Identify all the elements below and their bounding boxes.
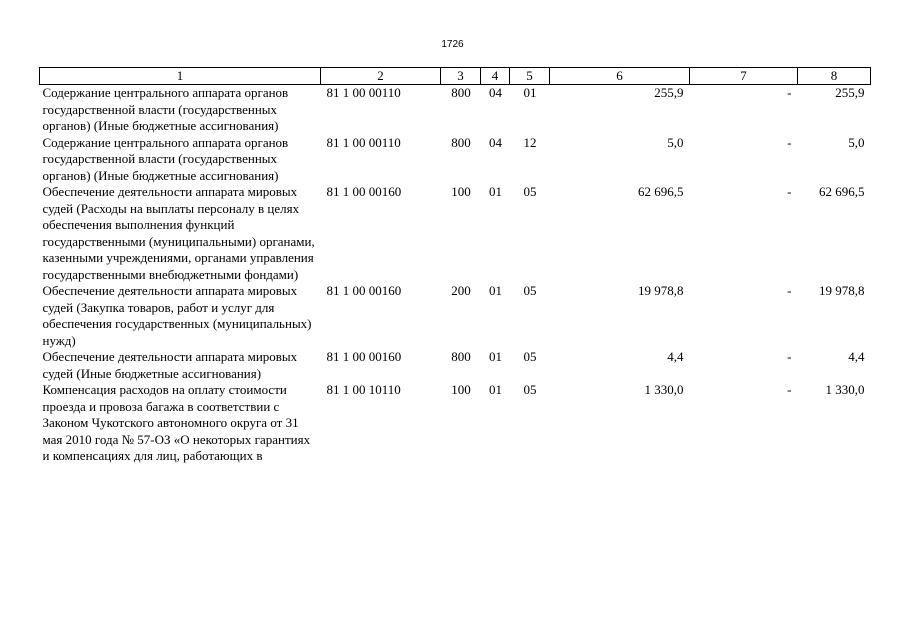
header-cell-7: 7	[690, 68, 798, 85]
header-cell-1: 1	[40, 68, 321, 85]
row-col3: 100	[451, 184, 471, 199]
row-col4: 04	[489, 134, 502, 150]
row-description: Обеспечение деятельности аппарата мировых судей (Иные бюджетные ассигнования)	[42, 349, 298, 381]
budget-table	[39, 67, 871, 465]
table-row	[40, 85, 871, 135]
row-col7: -	[787, 184, 792, 199]
row-col3: 200	[451, 283, 471, 298]
row-col7: -	[787, 283, 792, 298]
header-cell-6: 6	[550, 68, 690, 85]
row-description: Обеспечение деятельности аппарата мировых судей (Расходы на выплаты персоналу в целях обеспечения выполнения функций государственными (муниципальными) органами, казенными учреждениями, органами управления государственными внебюджетными фондами)	[42, 184, 315, 282]
row-col7: -	[787, 85, 792, 100]
row-col4: 01	[489, 349, 502, 364]
row-col5: 05	[523, 382, 537, 397]
row-col6: 62 696,5	[638, 184, 684, 199]
row-col8: 4,4	[848, 349, 865, 364]
table-row	[40, 382, 871, 465]
row-col6: 19 978,8	[638, 283, 684, 298]
row-col6: 1 330,0	[644, 382, 684, 397]
table-row	[40, 184, 871, 283]
row-col5: 01	[523, 85, 537, 100]
row-col7: -	[787, 382, 792, 397]
row-code: 81 1 00 10110	[326, 382, 401, 397]
row-col3: 800	[451, 349, 471, 364]
header-cell-4: 4	[481, 68, 510, 85]
row-col8: 255,9	[835, 85, 865, 100]
row-col8: 62 696,5	[819, 184, 865, 199]
row-col8: 5,0	[848, 134, 865, 150]
row-col6: 255,9	[654, 85, 684, 100]
row-description: Содержание центрального аппарата органов государственной власти (государственных органов) (Иные бюджетные ассигнования)	[42, 134, 289, 183]
row-code: 81 1 00 00110	[326, 85, 401, 100]
table-body	[40, 85, 871, 465]
row-col4: 01	[489, 382, 502, 397]
row-col6: 4,4	[667, 349, 684, 364]
table-row	[40, 135, 871, 185]
header-cell-2: 2	[321, 68, 441, 85]
header-row	[40, 68, 871, 85]
row-col5: 05	[523, 184, 537, 199]
row-col3: 800	[451, 85, 471, 100]
header-cell-8: 8	[798, 68, 871, 85]
table-row	[40, 283, 871, 349]
row-col8: 1 330,0	[825, 382, 865, 397]
row-col4: 01	[489, 283, 502, 298]
row-col8: 19 978,8	[819, 283, 865, 298]
row-description: Содержание центрального аппарата органов государственной власти (государственных органов) (Иные бюджетные ассигнования)	[42, 85, 289, 133]
header-cell-3: 3	[441, 68, 481, 85]
row-code: 81 1 00 00110	[326, 134, 401, 150]
row-col3: 100	[451, 382, 471, 397]
header-cell-5: 5	[510, 68, 550, 85]
page-number: 1726	[441, 39, 464, 50]
row-description: Компенсация расходов на оплату стоимости проезда и провоза багажа в соответствии с Законом Чукотского автономного округа от 31 мая 2010 года № 57-ОЗ «О некоторых гарантиях и компенсациях для лиц, работающих в	[42, 382, 311, 463]
row-code: 81 1 00 00160	[326, 184, 402, 199]
row-col4: 01	[489, 184, 502, 199]
row-col5: 12	[523, 134, 537, 150]
row-col7: -	[787, 134, 792, 150]
row-col4: 04	[489, 85, 502, 100]
row-code: 81 1 00 00160	[326, 283, 402, 298]
row-col3: 800	[451, 134, 471, 150]
table-header	[40, 68, 871, 85]
row-col6: 5,0	[667, 134, 684, 150]
row-code: 81 1 00 00160	[326, 349, 402, 364]
table-row	[40, 349, 871, 382]
row-col5: 05	[523, 283, 537, 298]
row-description: Обеспечение деятельности аппарата мировых судей (Закупка товаров, работ и услуг для обеспечения государственных (муниципальных) нужд)	[42, 283, 312, 348]
row-col7: -	[787, 349, 792, 364]
row-col5: 05	[523, 349, 537, 364]
